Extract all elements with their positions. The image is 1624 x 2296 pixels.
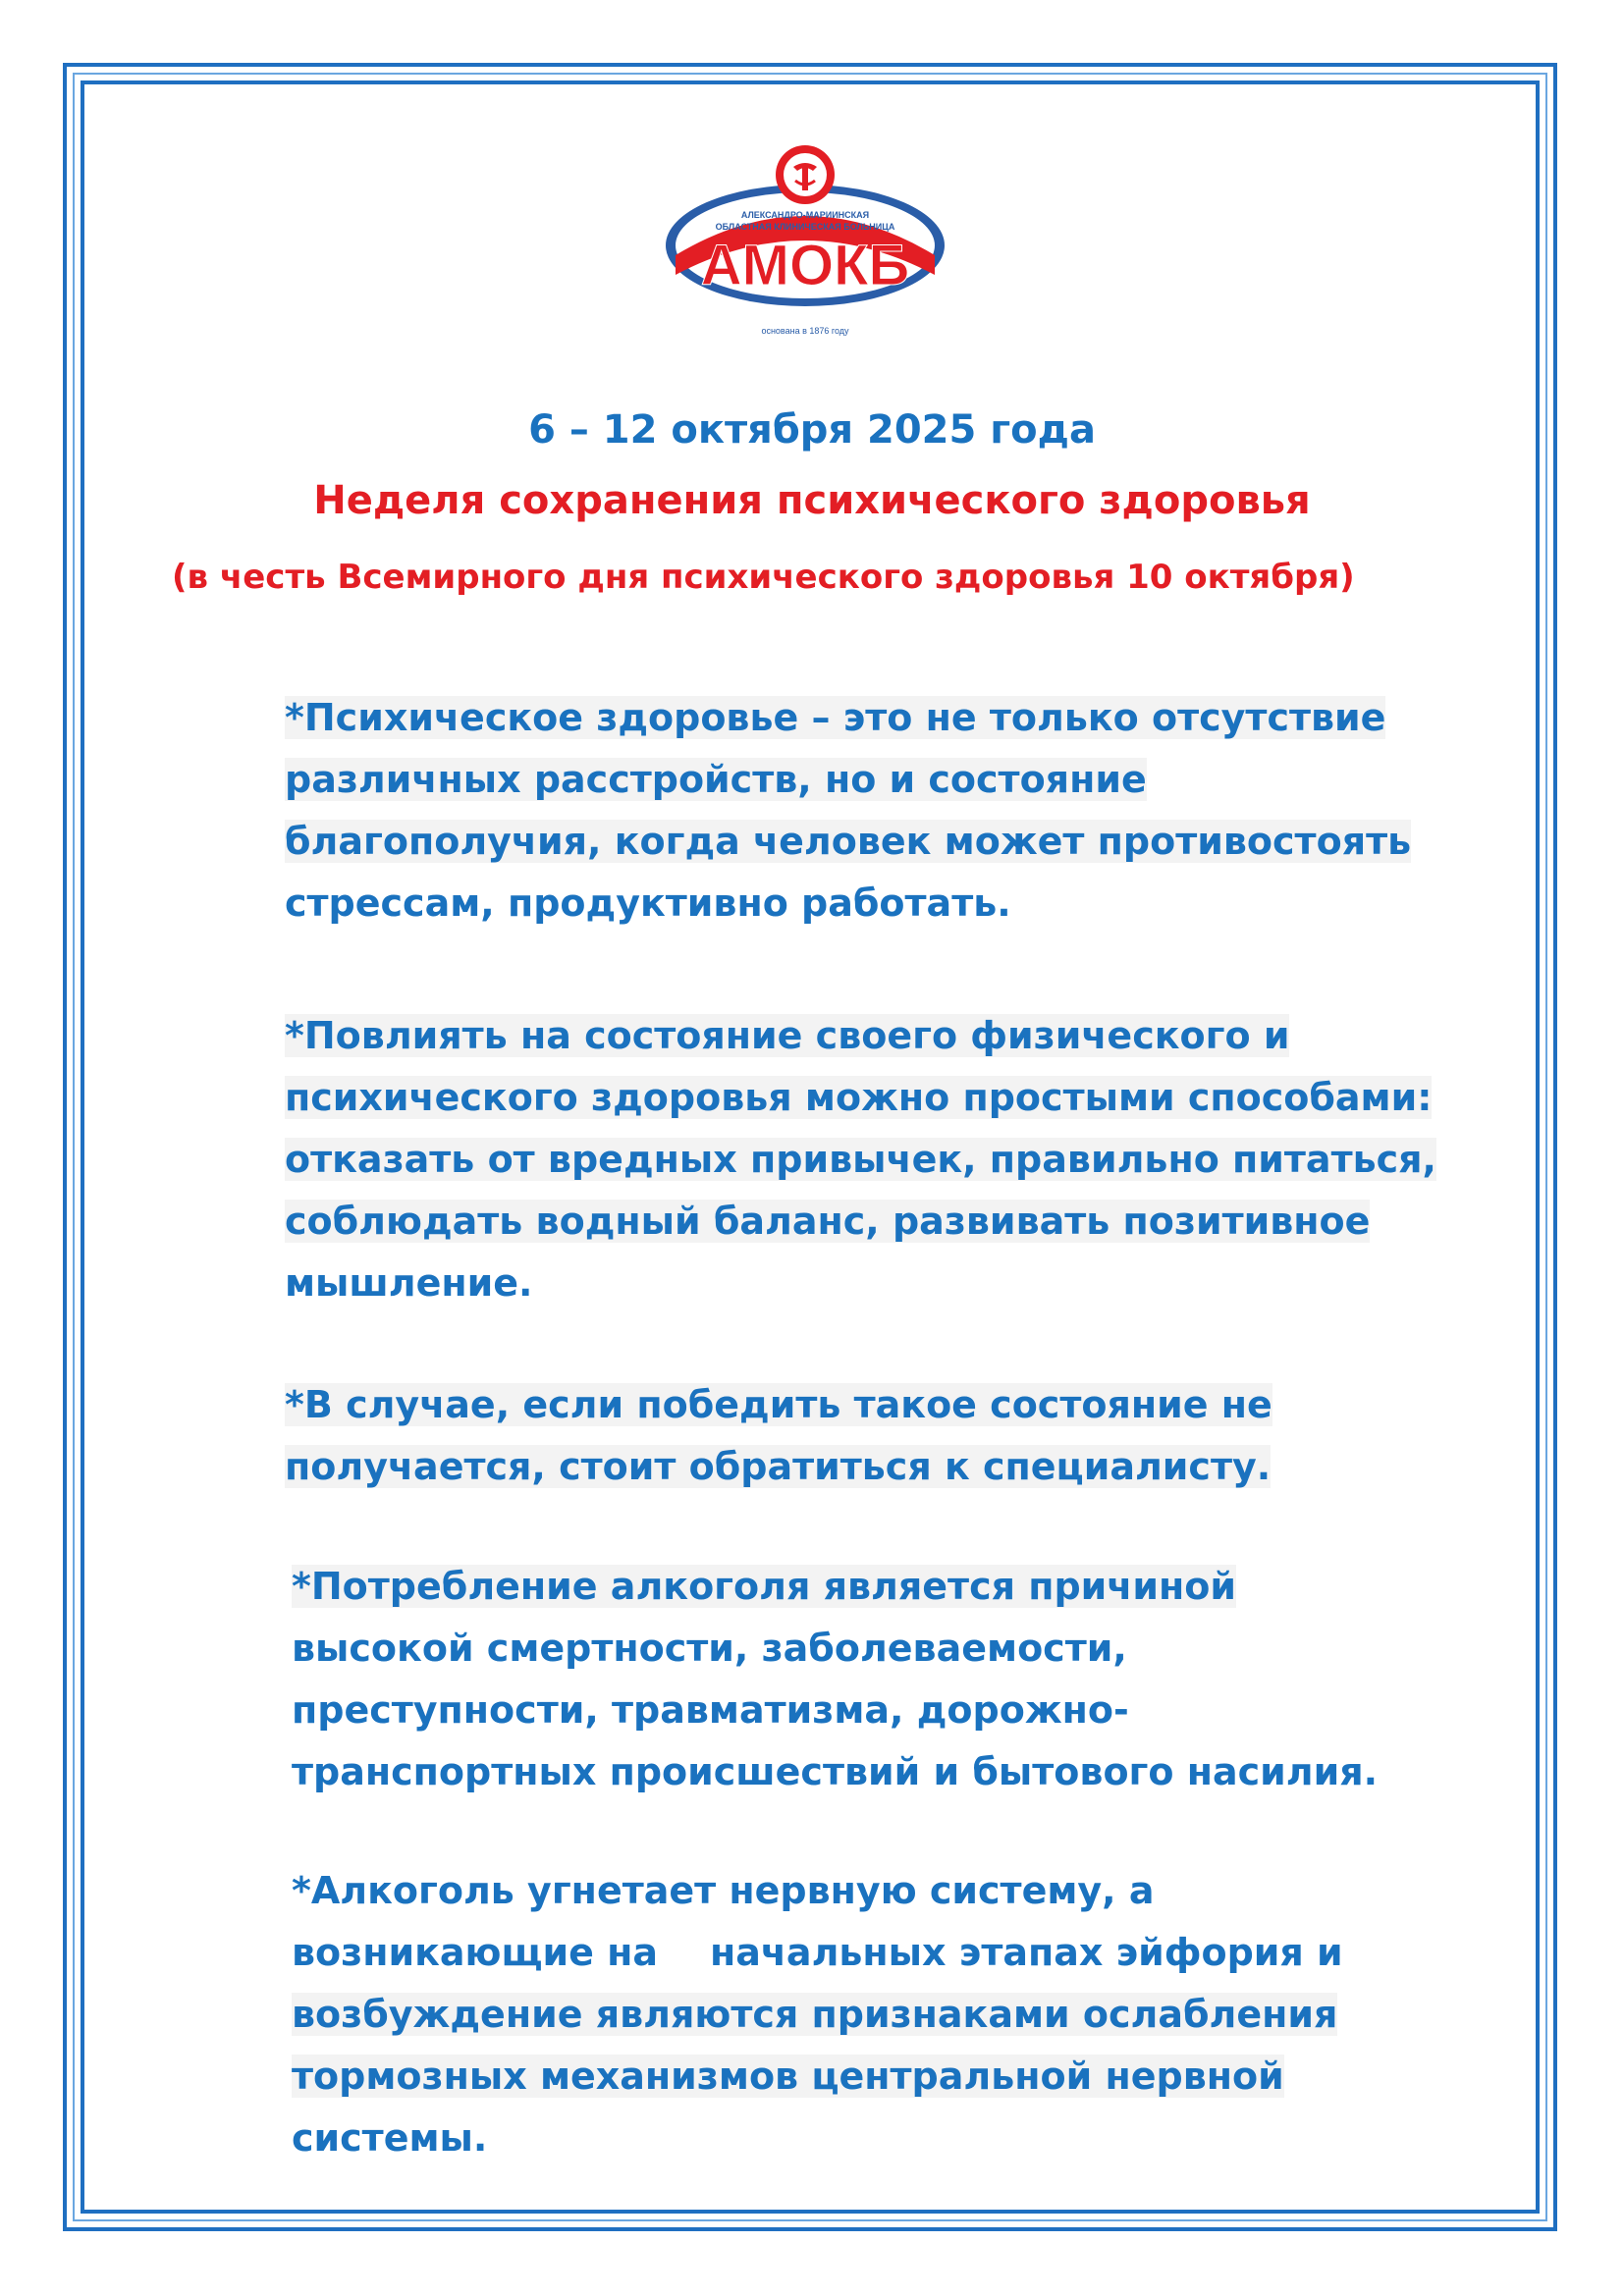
info-paragraph: [292, 1860, 1343, 2169]
hospital-logo: [658, 137, 952, 348]
paragraph-line: стрессам, продуктивно работать.: [285, 881, 1011, 925]
paragraph-line: возникающие на начальных этапах эйфория и: [292, 1931, 1343, 1974]
paragraph-line: высокой смертности, заболеваемости,: [292, 1627, 1127, 1670]
event-dates: 6 – 12 октября 2025 года: [528, 407, 1096, 453]
paragraph-line: мышление.: [285, 1261, 533, 1305]
info-paragraph: [285, 687, 1411, 934]
paragraph-line: благополучия, когда человек может противостоять: [285, 820, 1412, 863]
paragraph-line: тормозных механизмов центральной нервной: [292, 2055, 1284, 2098]
paragraph-line: отказать от вредных привычек, правильно питаться,: [285, 1138, 1436, 1181]
logo-founded-text: основана в 1876 году: [761, 326, 849, 336]
info-paragraph: [285, 1374, 1272, 1498]
paragraph-line: возбуждение являются признаками ослабления: [292, 1993, 1338, 2036]
paragraph-line: *Повлиять на состояние своего физического и: [285, 1014, 1290, 1057]
logo-abbreviation: АМОКБ: [700, 234, 910, 297]
event-title: Неделя сохранения психического здоровья: [313, 478, 1311, 523]
paragraph-line: преступности, травматизма, дорожно-: [292, 1688, 1129, 1732]
paragraph-line: транспортных происшествий и бытового насилия.: [292, 1750, 1379, 1793]
info-paragraph: [292, 1556, 1378, 1803]
paragraph-line: *В случае, если победить такое состояние не: [285, 1383, 1272, 1426]
paragraph-line: различных расстройств, но и состояние: [285, 758, 1147, 801]
logo-text-line1: АЛЕКСАНДРО-МАРИИНСКАЯ: [740, 210, 870, 220]
logo-text-line2: ОБЛАСТНАЯ КЛИНИЧЕСКАЯ БОЛЬНИЦА: [715, 222, 895, 232]
event-subtitle: (в честь Всемирного дня психического здоровья 10 октября): [172, 558, 1355, 597]
paragraph-line: системы.: [292, 2116, 488, 2160]
paragraph-line: *Психическое здоровье – это не только отсутствие: [285, 696, 1386, 739]
paragraph-line: соблюдать водный баланс, развивать позитивное: [285, 1200, 1371, 1243]
info-paragraph: [285, 1005, 1436, 1314]
paragraph-line: *Потребление алкоголя является причиной: [292, 1565, 1237, 1608]
paragraph-line: психического здоровья можно простыми способами:: [285, 1076, 1433, 1119]
paragraph-line: *Алкоголь угнетает нервную систему, а: [292, 1869, 1155, 1912]
paragraph-line: получается, стоит обратиться к специалисту.: [285, 1445, 1272, 1488]
